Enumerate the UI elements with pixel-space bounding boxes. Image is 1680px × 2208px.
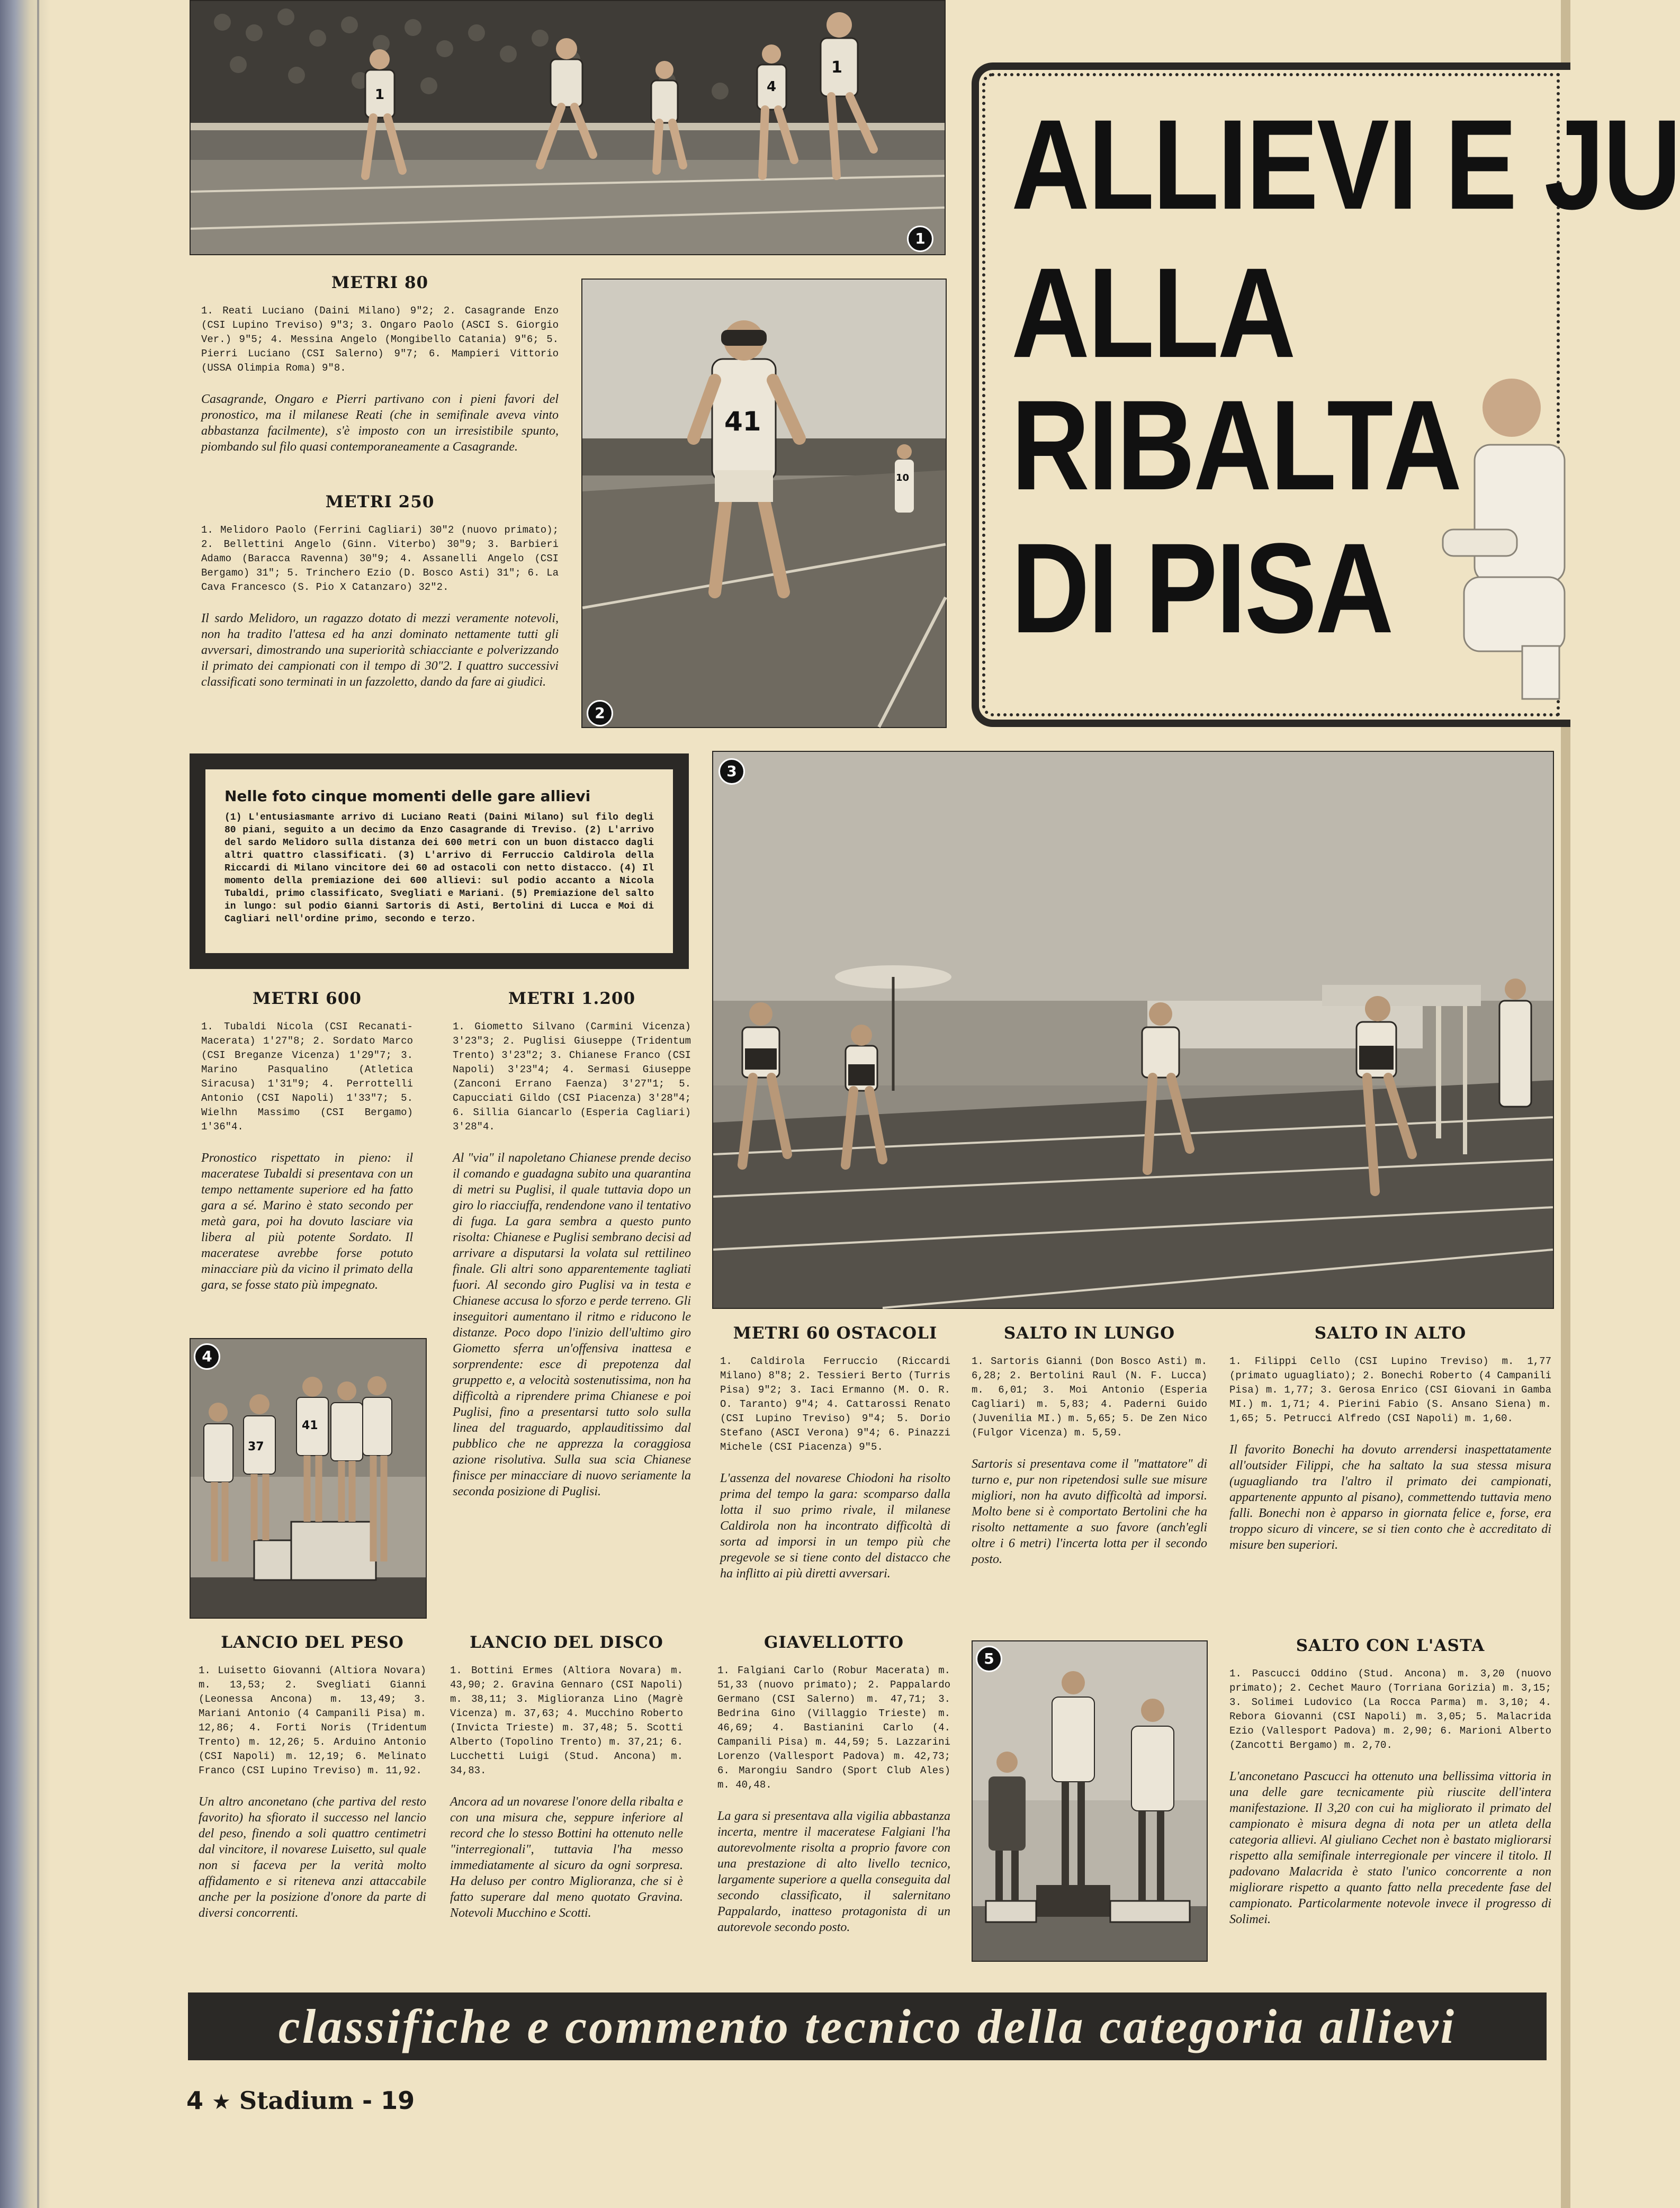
- section-comment: Sartoris si presentava come il "mattatore" di turno e, pur non ripetendosi sulle sue misure migliori, non ha avuto difficoltà ad imporsi. Molto bene si è comportato Bertolini che ha risolto nettamente a suo favore (anch'egli oltre i 6 metri) l'incerta lotta per il secondo posto.: [972, 1457, 1207, 1566]
- photo-sprint-finish: [190, 0, 946, 255]
- section-results: 1. Caldirola Ferruccio (Riccardi Milano) 8"8; 2. Tessieri Berto (Turris Pisa) 9"2; 3. Iaci Ermanno (M. O. R. O. Taranto) 9"4; 4. Cattarossi Renato (CSI Lupino Treviso) 9"4; 5. Dorio Stefano (ASCI Verona) 9"4; 6. Pinazzi Michele (CSI Piacenza) 9"5.: [720, 1356, 950, 1453]
- section-results: 1. Sartoris Gianni (Don Bosco Asti) m. 6,28; 2. Bertolini Raul (N. F. Lucca) m. 6,01; 3. Moi Antonio (Esperia Cagliari) m. 5,83; 4. Paderni Guido (Juvenilia MI.) m. 5,65; 5. De Zen Nico (Fulgor Vicenza) m. 5,59.: [972, 1356, 1207, 1439]
- section-comment: Pronostico rispettato in pieno: il maceratese Tubaldi si presentava con un tempo nettamente superiore ed ha fatto gara a sé. Marino è stato secondo per metà gara, poi ha dovuto lasciare via libera al più potente Sordato. Il maceratese avrebbe forse potuto minacciare più da vicino il primato della gara, se fosse stato più impegnato.: [201, 1151, 413, 1292]
- section-title: METRI 60 OSTACOLI: [733, 1324, 938, 1343]
- magazine-name: Stadium: [239, 2086, 354, 2115]
- section-title: SALTO IN ALTO: [1314, 1324, 1467, 1343]
- section-results: 1. Filippi Cello (CSI Lupino Treviso) m. 1,77 (primato uguagliato); 2. Bonechi Roberto (4 Campanili Pisa) m. 1,77; 3. Gerosa Enrico (CSI Giovani in Gamba MI.) m. 1,71; 4. Pierini Fabio (S. Ansano Siena) m. 1,65; 5. Petrucci Alfredo (CSI Napoli) m. 1,60.: [1229, 1356, 1551, 1424]
- section-lancio-del-peso: [199, 1633, 426, 1921]
- bib-number: 4: [767, 79, 777, 95]
- photo-official-seated: [1432, 371, 1567, 710]
- caption-text: (1) L'entusiasmante arrivo di Luciano Reati (Daini Milano) sul filo degli 80 piani, seguito a un decimo da Enzo Casagrande di Treviso. (2) L'arrivo del sardo Melidoro sulla distanza dei 600 metri con un buon distacco dagli altri quattro classificati. (3) L'arrivo di Ferruccio Caldirola della Riccardi di Milano vincitore dei 60 ad ostacoli con netto distacco. (4) Il momento della premiazione dei 600 allievi: sul podio accanto a Nicola Tubaldi, primo classificato, Svegliati e Mariani. (5) Premiazione del salto in lungo: sul podio Gianni Sartoris di Asti, Bertolini di Lucca e Moi di Cagliari nell'ordine primo, secondo e terzo.: [224, 812, 654, 925]
- photo-number-badge: 5: [976, 1646, 1002, 1672]
- section-metri-80: [201, 273, 559, 455]
- section-salto-con-l-asta: [1229, 1636, 1551, 1927]
- page-number: 4: [186, 2086, 204, 2115]
- section-comment: Casagrande, Ongaro e Pierri partivano con i pieni favori del pronostico, ma il milanese Reati (che in semifinale aveva vinto abbastanza facilmente), s'è imposto con un irresistibile spunto, piombando sul filo quasi contemporaneamente a Casagrande.: [201, 392, 559, 454]
- bib-number: 10: [896, 472, 910, 483]
- page-binding: [0, 0, 50, 2208]
- section-results: 1. Tubaldi Nicola (CSI Recanati-Macerata) 1'27"8; 2. Sordato Marco (CSI Breganze Vicenza) 1'29"7; 3. Marino Pasqualino (Atletica Siracusa) 1'31"9; 4. Perrottelli Antonio (CSI Napoli) 1'33"7; 5. Wielhn Massimo (CSI Bergamo) 1'36"4.: [201, 1021, 413, 1133]
- section-title: SALTO CON L'ASTA: [1296, 1636, 1485, 1655]
- section-title: LANCIO DEL PESO: [221, 1633, 404, 1652]
- category-banner: classifiche e commento tecnico della categoria allievi: [188, 1992, 1547, 2060]
- issue-number: 19: [381, 2086, 415, 2115]
- section-title: GIAVELLOTTO: [763, 1633, 904, 1652]
- section-title: SALTO IN LUNGO: [1003, 1324, 1175, 1343]
- footer-separator: -: [362, 2086, 373, 2115]
- section-comment: Ancora ad un novarese l'onore della ribalta e con una misura che, seppure inferiore al record che lo stesso Bottini ha ottenuto nelle "interregionali", tuttavia l'ha messo immediatamente al sicuro da ogni sorpresa. Ha deluso per contro Miglioranza, che si è fatto superare dal meno quotato Gravina. Notevoli Mucchino e Scotti.: [450, 1795, 683, 1920]
- section-metri-600: [201, 989, 413, 1293]
- headline-line-3: RIBALTA: [1011, 373, 1461, 517]
- caption-title: Nelle foto cinque momenti delle gare allievi: [224, 787, 591, 805]
- section-salto-in-alto: [1229, 1324, 1551, 1553]
- section-salto-in-lungo: [972, 1324, 1207, 1567]
- star-icon: ★: [212, 2090, 231, 2114]
- section-metri-60-ostacoli: [720, 1324, 950, 1582]
- section-lancio-del-disco: [450, 1633, 683, 1921]
- section-title: METRI 600: [253, 989, 362, 1008]
- section-comment: Il favorito Bonechi ha dovuto arrendersi inaspettatamente all'outsider Filippi, che ha saltato la sua stessa misura (uguagliando tra l'altro il primato dei campionati, appartenente appunto al pisano), commettendo tuttavia meno falli. Bonechi non è apparso in giornata felice e, forse, era troppo sicuro di vincere, se si tien conto che è accreditato di misure ben superiori.: [1229, 1443, 1551, 1552]
- photo-number-badge: 3: [718, 758, 745, 785]
- section-metri-1200: [453, 989, 691, 1500]
- section-results: 1. Giometto Silvano (Carmini Vicenza) 3'23"3; 2. Puglisi Giuseppe (Tridentum Trento) 3'23"2; 3. Chianese Franco (CSI Napoli) 3'23"4; 4. Sermasi Giuseppe (Zanconi Errano Faenza) 3'27"1; 5. Capucciati Gildo (CSI Piacenza) 3'28"4; 6. Sillia Giancarlo (Esperia Cagliari) 3'28"4.: [453, 1021, 691, 1133]
- headline-line-4: DI PISA: [1011, 516, 1392, 660]
- photo-number-badge: 4: [194, 1343, 220, 1370]
- photo-podium-600: [190, 1338, 427, 1619]
- section-results: 1. Luisetto Giovanni (Altiora Novara) m. 13,53; 2. Svegliati Gianni (Leonessa Ancona) m. 13,49; 3. Mariani Antonio (4 Campanili Pisa) m. 12,86; 4. Forti Noris (Tridentum Trento) m. 12,26; 5. Arduino Antonio (CSI Napoli) m. 12,19; 6. Melinato Franco (CSI Lupino Treviso) m. 11,92.: [199, 1665, 426, 1776]
- section-comment: Il sardo Melidoro, un ragazzo dotato di mezzi veramente notevoli, non ha tradito l'attesa ed ha anzi dominato nettamente tutti gli avversari, dimostrando una superiorità schiacciante e polverizzando il primato dei campionati con il tempo di 30"2. I quattro successivi classificati sono terminati in un fazzoletto, dando da fare ai giudici.: [201, 612, 559, 689]
- bib-number: 41: [302, 1419, 318, 1432]
- section-title: METRI 250: [325, 492, 435, 511]
- headline-line-1: ALLIEVI E JU: [1011, 93, 1680, 237]
- section-comment: Un altro anconetano (che partiva del resto favorito) ha sfiorato il successo nel lancio del peso, finendo a soli quattro centimetri dal vincitore, il novarese Luisetto, sul quale non si faceva per la verità molto affidamento e si riteneva anzi attaccabile anche per la posizione d'onore da parte di diversi concorrenti.: [199, 1795, 426, 1920]
- section-comment: La gara si presentava alla vigilia abbastanza incerta, mentre il maceratese Falgiani l'ha autorevolmente risolta a proprio favore con una prestazione di alto livello tecnico, largamente superiore a quella conseguita dal secondo classificato, il salernitano Pappalardo, inatteso protagonista di un autorevole secondo posto.: [717, 1809, 950, 1934]
- section-results: 1. Bottini Ermes (Altiora Novara) m. 43,90; 2. Gravina Gennaro (CSI Napoli) m. 38,11; 3. Miglioranza Lino (Magrè Vicenza) m. 37,63; 4. Mucchino Roberto (Invicta Trieste) m. 37,48; 5. Scotti Alberto (Topolino Trento) m. 37,21; 6. Lucchetti Luigi (Stud. Ancona) m. 34,83.: [450, 1665, 683, 1776]
- photo-caption-box: [190, 753, 689, 969]
- photo-runner-finish: [581, 279, 947, 728]
- photo-hurdles-finish: [712, 751, 1554, 1309]
- bib-number: 41: [724, 406, 761, 437]
- photo-number-badge: 1: [907, 226, 933, 252]
- section-results: 1. Pascucci Oddino (Stud. Ancona) m. 3,20 (nuovo primato); 2. Cechet Mauro (Torriana Gorizia) m. 3,15; 3. Solimei Ludovico (La Rocca Parma) m. 3,10; 4. Rebora Giovanni (CSI Napoli) m. 3,05; 5. Malacrida Ezio (Vallesport Padova) m. 2,90; 6. Marioni Alberto (Zancotti Bergamo) m. 2,70.: [1229, 1668, 1551, 1751]
- section-title: METRI 80: [331, 273, 429, 292]
- section-giavellotto: [717, 1633, 950, 1935]
- section-metri-250: [201, 492, 559, 690]
- page-footer: [186, 2086, 415, 2115]
- headline-line-2: ALLA: [1011, 241, 1295, 385]
- bib-number: 1: [375, 87, 385, 103]
- section-results: 1. Reati Luciano (Daini Milano) 9"2; 2. Casagrande Enzo (CSI Lupino Treviso) 9"3; 3. Ongaro Paolo (ASCI S. Giorgio Ver.) 9"5; 4. Messina Angelo (Mongibello Catania) 9"6; 5. Pierri Luciano (CSI Salerno) 9"7; 6. Mampieri Vittorio (USSA Olimpia Roma) 9"8.: [201, 305, 559, 374]
- section-title: METRI 1.200: [508, 989, 636, 1008]
- bib-number: 37: [248, 1440, 264, 1453]
- section-comment: Al "via" il napoletano Chianese prende deciso il comando e guadagna subito una quarantina di metri su Puglisi, il quale tuttavia dopo un giro lo riacciuffa, rendendone vano il tentativo di fuga. La gara sembra a questo punto risolta: Chianese e Puglisi sembrano decisi ad arrivare a disputarsi la volata sul rettilineo finale. Gli altri sono apparentemente tagliati fuori. Al secondo giro Puglisi va in testa e Chianese accusa lo sforzo e perde terreno. Gli inseguitori aumentano il ritmo e riducono le distanze. Poco dopo l'inizio dell'ultimo giro Giometto sferra un'offensiva inattesa e sorprendente: esce di prepotenza dal gruppetto e, a velocità sostenutissima, non ha difficoltà a riprendere prima Chianese e poi Puglisi, fino a presentarsi tutto solo sulla linea del traguardo, applauditissimo dal pubblico che ne apprezza la coraggiosa azione risolutiva. Sulla sua scia Chianese finisce per minacciare di nuovo seriamente la seconda posizione di Puglisi.: [453, 1151, 691, 1498]
- photo-number-badge: 2: [587, 700, 613, 726]
- section-comment: L'anconetano Pascucci ha ottenuto una bellissima vittoria in una delle gare tecnicamente più riuscite dell'intera manifestazione. Il 3,20 con cui ha migliorato il primato del campionato è misura degna di nota per un atleta della categoria allievi. Al giuliano Cechet non è bastato migliorarsi rispetto alla semifinale interregionale per vincere il titolo. Il padovano Malacrida è stato l'unico concorrente a non migliorare rispetto a quanto fatto nella precedente fase del campionato. Particolarmente notevole invece il progresso di Solimei.: [1229, 1770, 1551, 1926]
- binding-crease: [37, 0, 39, 2208]
- section-title: LANCIO DEL DISCO: [470, 1633, 663, 1652]
- section-results: 1. Falgiani Carlo (Robur Macerata) m. 51,33 (nuovo primato); 2. Pappalardo Germano (CSI Salerno) m. 47,71; 3. Bedrina Gino (Villaggio Trieste) m. 46,69; 4. Bastianini Carlo (4. Campanili Pisa) m. 44,59; 5. Lazzarini Lorenzo (Vallesport Padova) m. 42,73; 6. Marongiu Sandro (Sport Club Ales) m. 40,48.: [717, 1665, 950, 1791]
- photo-podium-long-jump: [972, 1640, 1208, 1962]
- section-results: 1. Melidoro Paolo (Ferrini Cagliari) 30"2 (nuovo primato); 2. Bellettini Angelo (Ginn. Viterbo) 30"9; 3. Barbieri Adamo (Baracca Ravenna) 30"9; 4. Assanelli Angelo (CSI Bergamo) 31"; 5. Trinchero Ezio (D. Bosco Asti) 31"; 6. La Cava Francesco (S. Pio X Catanzaro) 32"2.: [201, 524, 559, 593]
- bib-number: 1: [831, 58, 842, 77]
- section-comment: L'assenza del novarese Chiodoni ha risolto prima del tempo la gara: scomparso dalla lotta il suo primo rivale, il milanese Caldirola non ha incontrato difficoltà di sorta ad imporsi in un tempo più che pregevole se si tiene conto del distacco che ha inflitto ai più diretti avversari.: [720, 1471, 950, 1581]
